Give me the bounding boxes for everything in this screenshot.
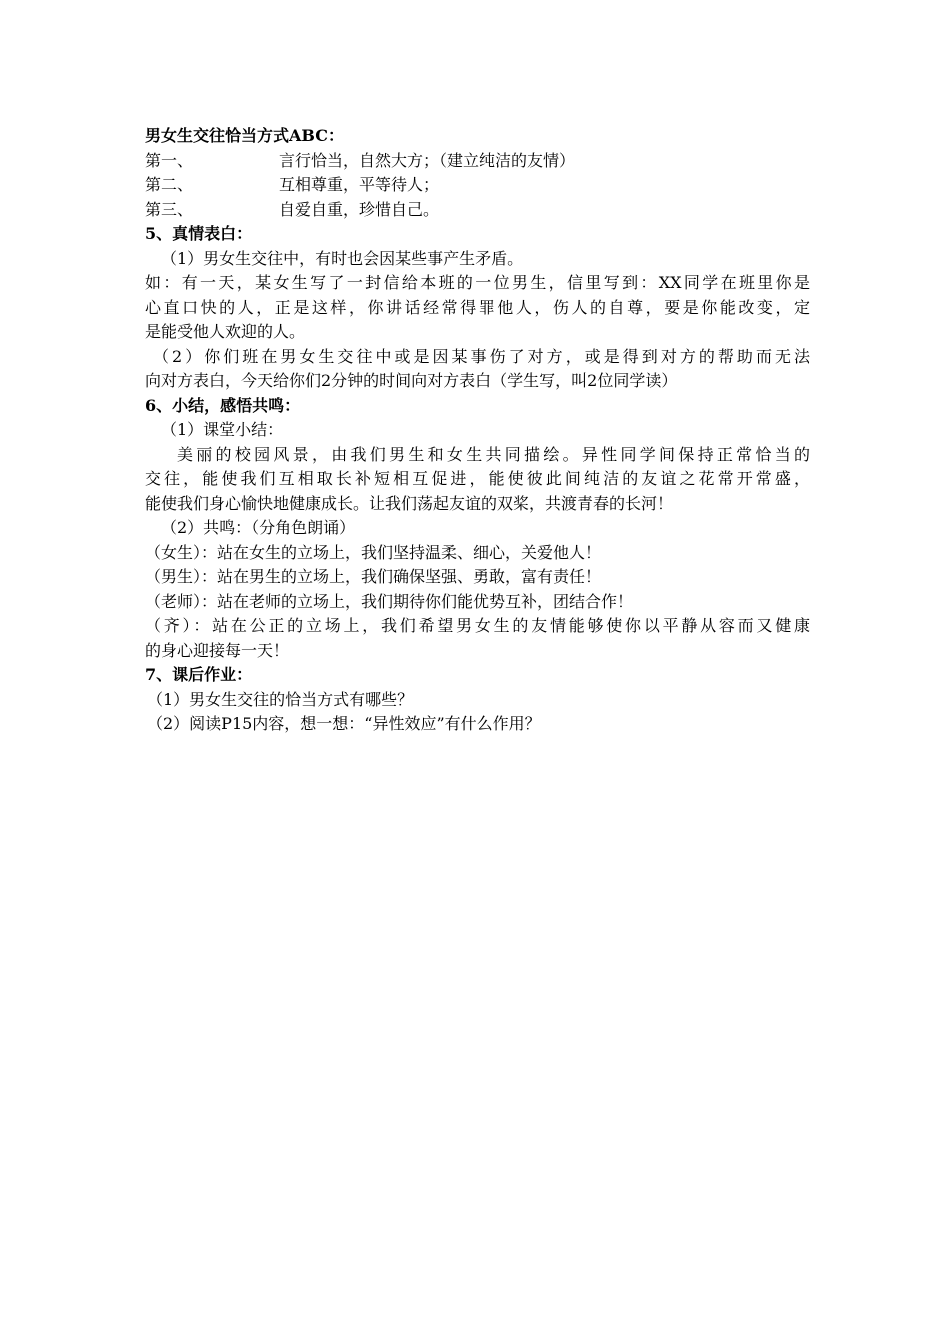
section5-example-line: 心直口快的人，正是这样，你讲话经常得罪他人，伤人的自尊，要是你能改变，定	[145, 297, 810, 317]
homework-question-1: （1）男女生交往的恰当方式有哪些？	[147, 689, 414, 709]
abc-item-label: 第二、	[145, 175, 194, 194]
section5-point-1: （1）男女生交往中，有时也会因某些事产生矛盾。	[161, 248, 524, 268]
abc-heading: 男女生交往恰当方式ABC：	[145, 126, 344, 145]
section5-heading: 5、真情表白：	[145, 224, 253, 243]
section5-example-line: 如：有一天，某女生写了一封信给本班的一位男生，信里写到：XX同学在班里你是	[145, 273, 810, 292]
abc-item-label: 第一、	[145, 150, 194, 170]
abc-item-text: 互相尊重，平等待人；	[279, 175, 440, 194]
role-line-teacher: （老师）：站在老师的立场上，我们期待你们能优势互补，团结合作！	[145, 591, 634, 611]
document-page	[145, 124, 810, 737]
abc-item-1	[145, 149, 810, 174]
section5-point-2-line: （2）你们班在男女生交往中或是因某事伤了对方，或是得到对方的帮助而无法	[153, 346, 810, 366]
abc-item-text: 自爱自重，珍惜自己。	[279, 199, 440, 219]
abc-item-2	[145, 173, 810, 198]
section6-heading: 6、小结，感悟共鸣：	[145, 395, 301, 415]
abc-item-text: 言行恰当，自然大方；（建立纯洁的友情）	[279, 150, 576, 170]
abc-item-label: 第三、	[145, 199, 194, 219]
summary-line: 交往，能使我们互相取长补短相互促进，能使彼此间纯洁的友谊之花常开常盛，	[145, 469, 810, 488]
section6-sub-1: （1）课堂小结：	[161, 420, 284, 439]
role-line-together: 的身心迎接每一天！	[145, 640, 290, 660]
homework-question-2: （2）阅读P15内容，想一想：“异性效应”有什么作用？	[147, 714, 541, 733]
section6-sub-2: （2）共鸣：（分角色朗诵）	[161, 518, 356, 537]
summary-line: 美丽的校园风景，由我们男生和女生共同描绘。异性同学间保持正常恰当的	[177, 444, 810, 464]
role-line-together: （齐）：站在公正的立场上，我们希望男女生的友情能够使你以平静从容而又健康	[145, 616, 810, 635]
section5-example-line: 是能受他人欢迎的人。	[145, 322, 306, 341]
section5-point-2-line: 向对方表白，今天给你们2分钟的时间向对方表白（学生写，叫2位同学读）	[145, 371, 678, 390]
summary-line: 能使我们身心愉快地健康成长。让我们荡起友谊的双桨，共渡青春的长河！	[145, 493, 674, 513]
role-line-girls: （女生）：站在女生的立场上，我们坚持温柔、细心，关爱他人！	[145, 542, 602, 562]
role-line-boys: （男生）：站在男生的立场上，我们确保坚强、勇敢，富有责任！	[145, 567, 602, 586]
section7-heading: 7、课后作业：	[145, 665, 253, 684]
abc-item-3	[145, 198, 810, 223]
